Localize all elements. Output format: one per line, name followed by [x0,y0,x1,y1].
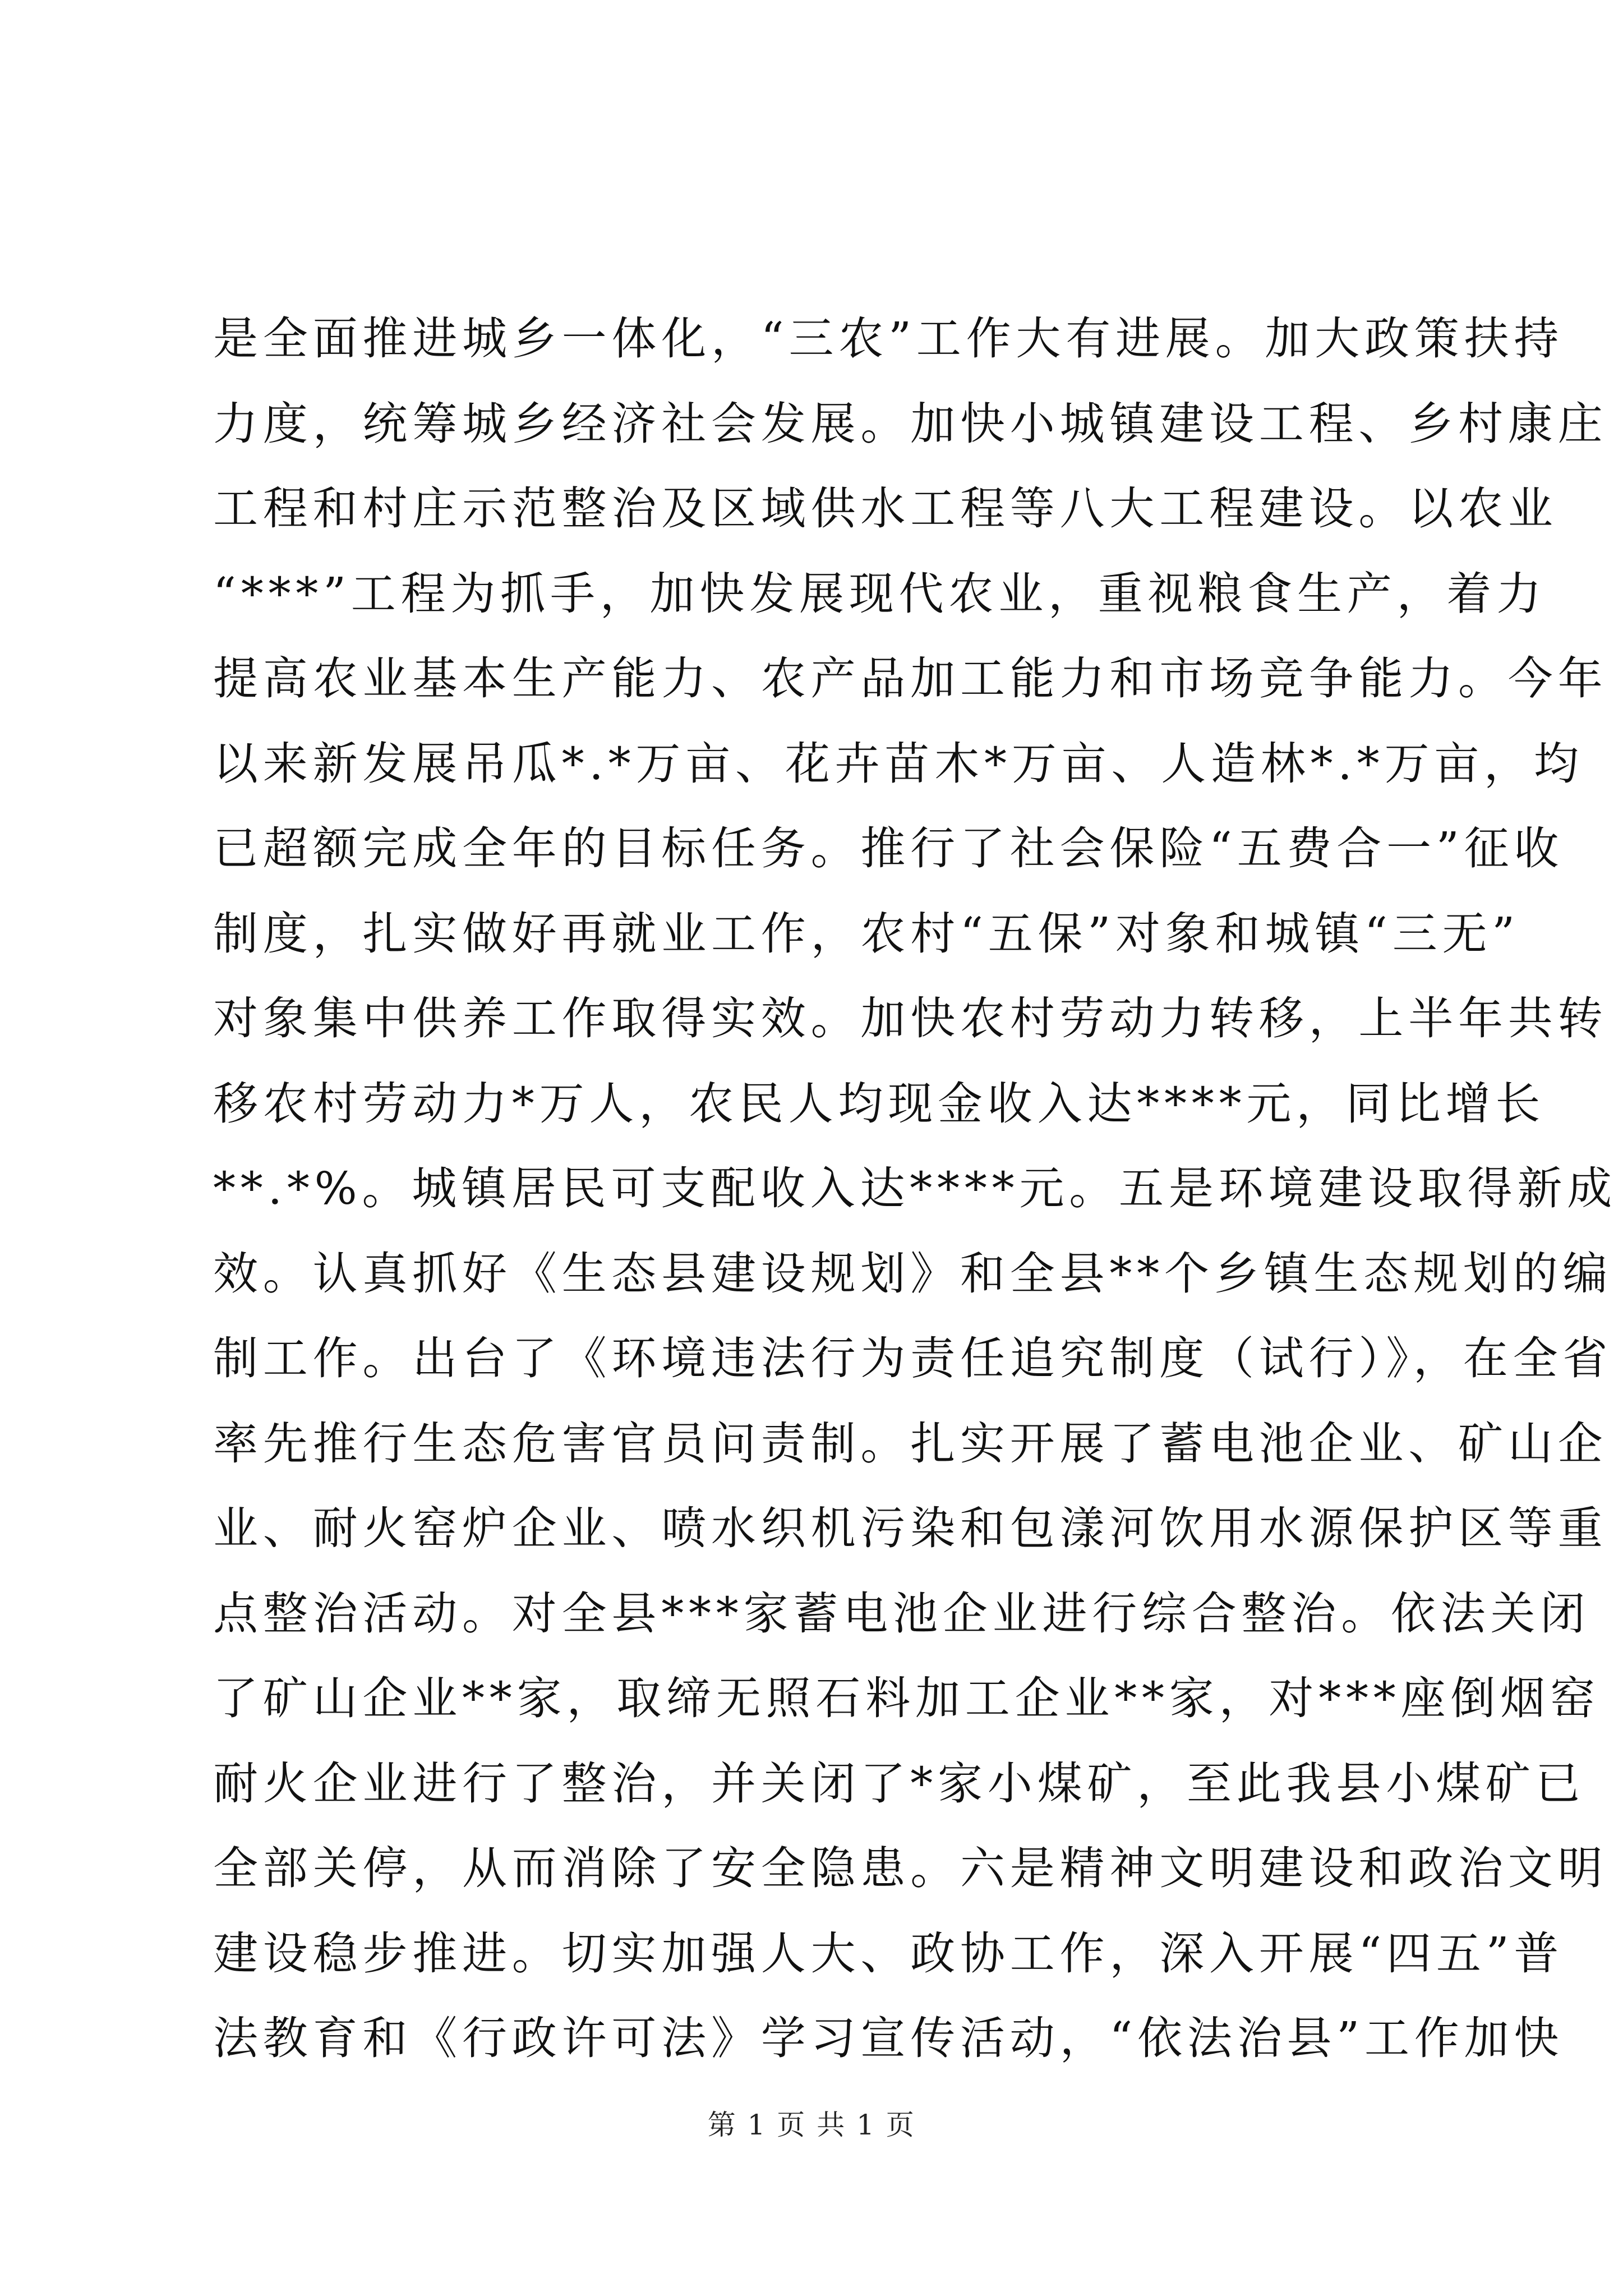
text-line: 效。认真抓好《生态县建设规划》和全县**个乡镇生态规划的编 [213,1247,1613,1300]
text-line: 是全面推进城乡一体化，“三农”工作大有进展。加大政策扶持 [213,312,1564,365]
text-line: “***”工程为抓手，加快发展现代农业，重视粮食生产，着力 [213,567,1546,620]
text-line: 提高农业基本生产能力、农产品加工能力和市场竞争能力。今年 [213,652,1608,705]
text-line: 法教育和《行政许可法》学习宣传活动，“依法治县”工作加快 [213,2012,1564,2064]
text-line: 移农村劳动力*万人，农民人均现金收入达****元，同比增长 [213,1077,1546,1130]
page-number-footer: 第 1 页 共 1 页 [707,2109,916,2141]
text-line: 以来新发展吊瓜*.*万亩、花卉苗木*万亩、人造林*.*万亩，均 [213,737,1584,790]
text-line: 力度，统筹城乡经济社会发展。加快小城镇建设工程、乡村康庄 [213,397,1608,450]
text-line: 已超额完成全年的目标任务。推行了社会保险“五费合一”征收 [213,822,1564,875]
text-line: 制度，扎实做好再就业工作，农村“五保”对象和城镇“三无” [213,907,1520,960]
text-line: 了矿山企业**家，取缔无照石料加工企业**家，对***座倒烟窑 [213,1672,1600,1724]
text-line: 制工作。出台了《环境违法行为责任追究制度（试行）》，在全省 [213,1332,1613,1384]
text-line: 全部关停，从而消除了安全隐患。六是精神文明建设和政治文明 [213,1842,1608,1894]
text-line: 率先推行生态危害官员问责制。扎实开展了蓄电池企业、矿山企 [213,1417,1608,1470]
text-line: 点整治活动。对全县***家蓄电池企业进行综合整治。依法关闭 [213,1587,1590,1640]
text-line: 业、耐火窑炉企业、喷水织机污染和包漾河饮用水源保护区等重 [213,1502,1608,1554]
text-line: 工程和村庄示范整治及区域供水工程等八大工程建设。以农业 [213,482,1558,535]
text-line: 对象集中供养工作取得实效。加快农村劳动力转移，上半年共转 [213,992,1608,1045]
text-line: **.*%。城镇居民可支配收入达****元。五是环境建设取得新成 [213,1162,1617,1214]
text-line: 建设稳步推进。切实加强人大、政协工作，深入开展“四五”普 [213,1927,1564,1980]
text-line: 耐火企业进行了整治，并关闭了*家小煤矿，至此我县小煤矿已 [213,1757,1585,1810]
body-text [213,296,1617,2081]
